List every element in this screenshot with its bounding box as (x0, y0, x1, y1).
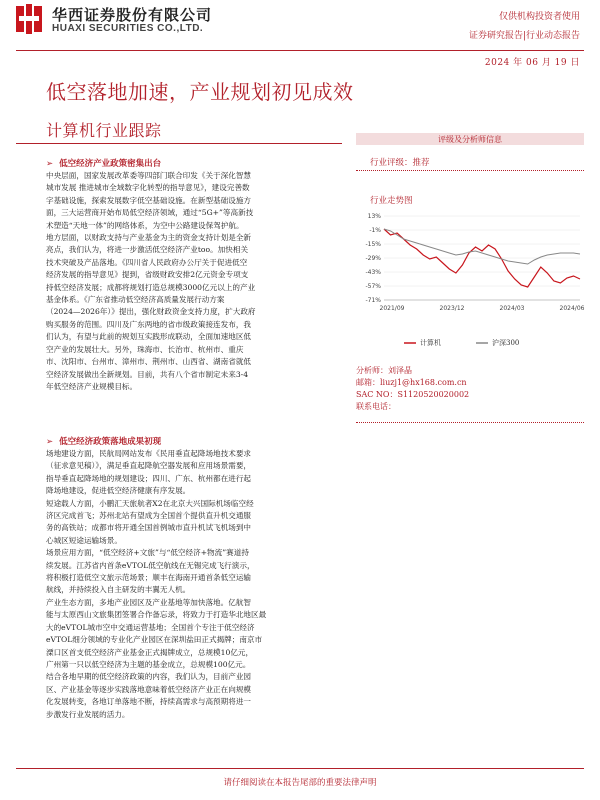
text-line: 济区完成首飞；苏州北站有望成为全国首个提供直升机交通服 (46, 511, 252, 521)
trend-chart (358, 210, 588, 328)
text-line: 产业生态方面，多地产业园区及产业基地等加快落地。亿航智 (46, 597, 252, 607)
text-line: 结合各地早期的低空经济政策的内容，我们认为，目前产业园 (46, 672, 252, 682)
text-line: 指导垂直起降场地的规划建设；四川、广东、杭州都在进行起 (46, 473, 252, 483)
x-tick-label: 2023/12 (439, 305, 465, 312)
text-line: 场地建设方面，民航局网站发布《民用垂直起降场地技术要求 (46, 449, 252, 458)
text-line: 购买服务的范围。四川及广东两地的省市级政策接连发布，我 (46, 319, 252, 329)
section1-body (46, 170, 340, 393)
section2-heading: ➢ 低空经济政策落地成果初现 (46, 437, 162, 447)
report-date: 2024 年 06 月 19 日 (484, 58, 580, 68)
text-line: 续发展。江苏省内首条eVTOL低空航线在无锡完成飞行演示， (46, 560, 255, 570)
text-line: 大的eVTOL城市空中交通运营基地；全国首个专注于低空经济 (46, 622, 255, 632)
analyst-email: 邮箱：liuzj1@hx168.com.cn (356, 378, 467, 387)
text-line: 务的高铁站；成都市将开通全国首例城市直升机试飞机场到中 (46, 523, 252, 533)
text-line: （2024—2026年）》提出，强化财政资金支持力度，扩大政府 (46, 307, 256, 317)
page-subtitle: 计算机行业跟踪 (46, 121, 162, 140)
text-line: 技术突破及产品落地。《四川省人民政府办公厅关于促进低空 (46, 257, 248, 267)
x-tick-label: 2024/03 (499, 305, 525, 312)
text-line: 区、产业基金等逐步实践落地意味着低空经济产业正在向规模 (46, 684, 252, 694)
text-line: 化发展转变，各地订单落地不断，持续高需求与高预期将进一 (46, 697, 252, 707)
page-title: 低空落地加速，产业规划初见成效 (46, 80, 354, 104)
analyst-phone: 联系电话： (356, 402, 396, 411)
trend-chart-title: 行业走势图 (370, 196, 413, 206)
text-line: 短途载人方面，小鹏汇天旅航者X2在北京大兴国际机场临空经 (46, 498, 254, 508)
text-line: 步激发行业发展的活力。 (46, 709, 130, 719)
header-divider (16, 50, 584, 51)
arrow-icon: ➢ (46, 437, 54, 447)
text-line: 市、沈阳市、台州市、漳州市、荆州市、山西省、湖南省就低 (46, 357, 252, 367)
arrow-icon: ➢ (46, 159, 54, 169)
y-tick-label: -1% (369, 227, 381, 234)
y-tick-label: -43% (365, 269, 381, 276)
x-tick-label: 2024/06 (559, 305, 585, 312)
text-line: 字基础设施，探索发展数字低空基础设施。在新型基础设施方 (46, 195, 252, 205)
text-line: 场景应用方面，“低空经济+文旅”与“低空经济+物流”赛道持 (46, 548, 249, 558)
text-line: 年低空经济产业规模目标。 (46, 381, 138, 391)
analyst-sac: SAC NO：S1120520020002 (356, 390, 470, 399)
text-line: 中央层面，国家发展改革委等四部门联合印发《关于深化智慧 (46, 171, 252, 180)
legend-label-computer: 计算机 (420, 339, 441, 347)
analyst-info (356, 365, 469, 413)
text-line: 亮点，我们认为，将进一步激活低空经济产业too。加快相关 (46, 245, 249, 255)
text-line: 地方层面，以财政支持与产业基金为主的资金支持计划是全新 (46, 233, 252, 243)
company-name-en: HUAXI SECURITIES CO.,LTD. (52, 23, 204, 34)
text-line: 持低空经济发展；成都将规划打造总规模3000亿元以上的产业 (46, 282, 256, 292)
x-tick-label: 2021/09 (379, 305, 405, 312)
y-tick-label: 13% (367, 213, 381, 220)
text-line: 航线，并持续投入自主研发的丰翼无人机。 (46, 585, 191, 595)
section1-heading: ➢ 低空经济产业政策密集出台 (46, 159, 162, 169)
text-line: 们认为，有望与此前的规划互实践形成联动，全面加速地区低 (46, 332, 252, 342)
text-line: 基金体系。《广东省推动低空经济高质量发展行动方案 (46, 295, 225, 305)
y-tick-label: -57% (365, 283, 381, 290)
legal-notice: 请仔细阅读在本报告尾部的重要法律声明 (223, 778, 377, 788)
y-tick-label: -29% (365, 255, 381, 262)
text-line: 广州第一只以低空经济为主题的基金成立，总规模100亿元。 (46, 659, 251, 669)
text-line: （征求意见稿）》，满足垂直起降航空器发展和应用场景需要， (46, 461, 252, 471)
text-line: 降场地建设，促进低空经济健康有序发展。 (46, 486, 191, 496)
sidebar-header: 评级及分析师信息 (438, 135, 502, 144)
footer-divider (16, 768, 584, 769)
text-line: 心城区短途运输场景。 (46, 535, 122, 545)
industry-rating: 行业评级：推荐 (370, 158, 430, 168)
text-line: 经济发展的指导意见》提到，省级财政安排2亿元资金专项支 (46, 270, 249, 280)
text-line: 溧口区首支低空经济产业基金正式揭牌成立，总规模10亿元， (46, 647, 254, 657)
company-name-cn: 华西证券股份有限公司 (52, 6, 213, 24)
subtitle-divider (16, 143, 342, 144)
analyst-divider (356, 422, 584, 423)
text-line: 城市发展 推进城市全域数字化转型的指导意见》，建设完善数 (46, 183, 250, 193)
rating-divider (356, 170, 584, 171)
text-line: 将积极打造低空文旅示范场景；顺丰在海南开通首条低空运输 (46, 573, 252, 583)
text-line: 空经济发展做出全新规划。目前，共有八个省市制定未来3-4 (46, 369, 249, 379)
text-line: 术塑造“天地一体”的网络体系，为空中公路建设保驾护航。 (46, 220, 244, 230)
text-line: eVTOL细分领域的专业化产业园区在深圳盐田正式揭牌；南京市 (46, 635, 263, 645)
company-logo (16, 4, 42, 34)
text-line: 能与太原西山文旅集团签署合作备忘录，将致力于打造华北地区最 (46, 610, 267, 620)
y-tick-label: -15% (365, 241, 381, 248)
audience-note: 仅供机构投资者使用 (498, 12, 580, 22)
analyst-name: 分析师：刘泽晶 (356, 366, 412, 375)
section2-body (46, 448, 340, 721)
legend-label-hs300: 沪深300 (492, 339, 520, 347)
text-line: 面，三大运营商开始布局低空经济领域，通过“5G+”等高新技 (46, 208, 254, 218)
text-line: 空产业的发展壮大。另外，珠海市、长治市、杭州市、重庆 (46, 344, 244, 354)
y-tick-label: -71% (365, 297, 381, 304)
report-type: 证券研究报告|行业动态报告 (468, 31, 580, 41)
